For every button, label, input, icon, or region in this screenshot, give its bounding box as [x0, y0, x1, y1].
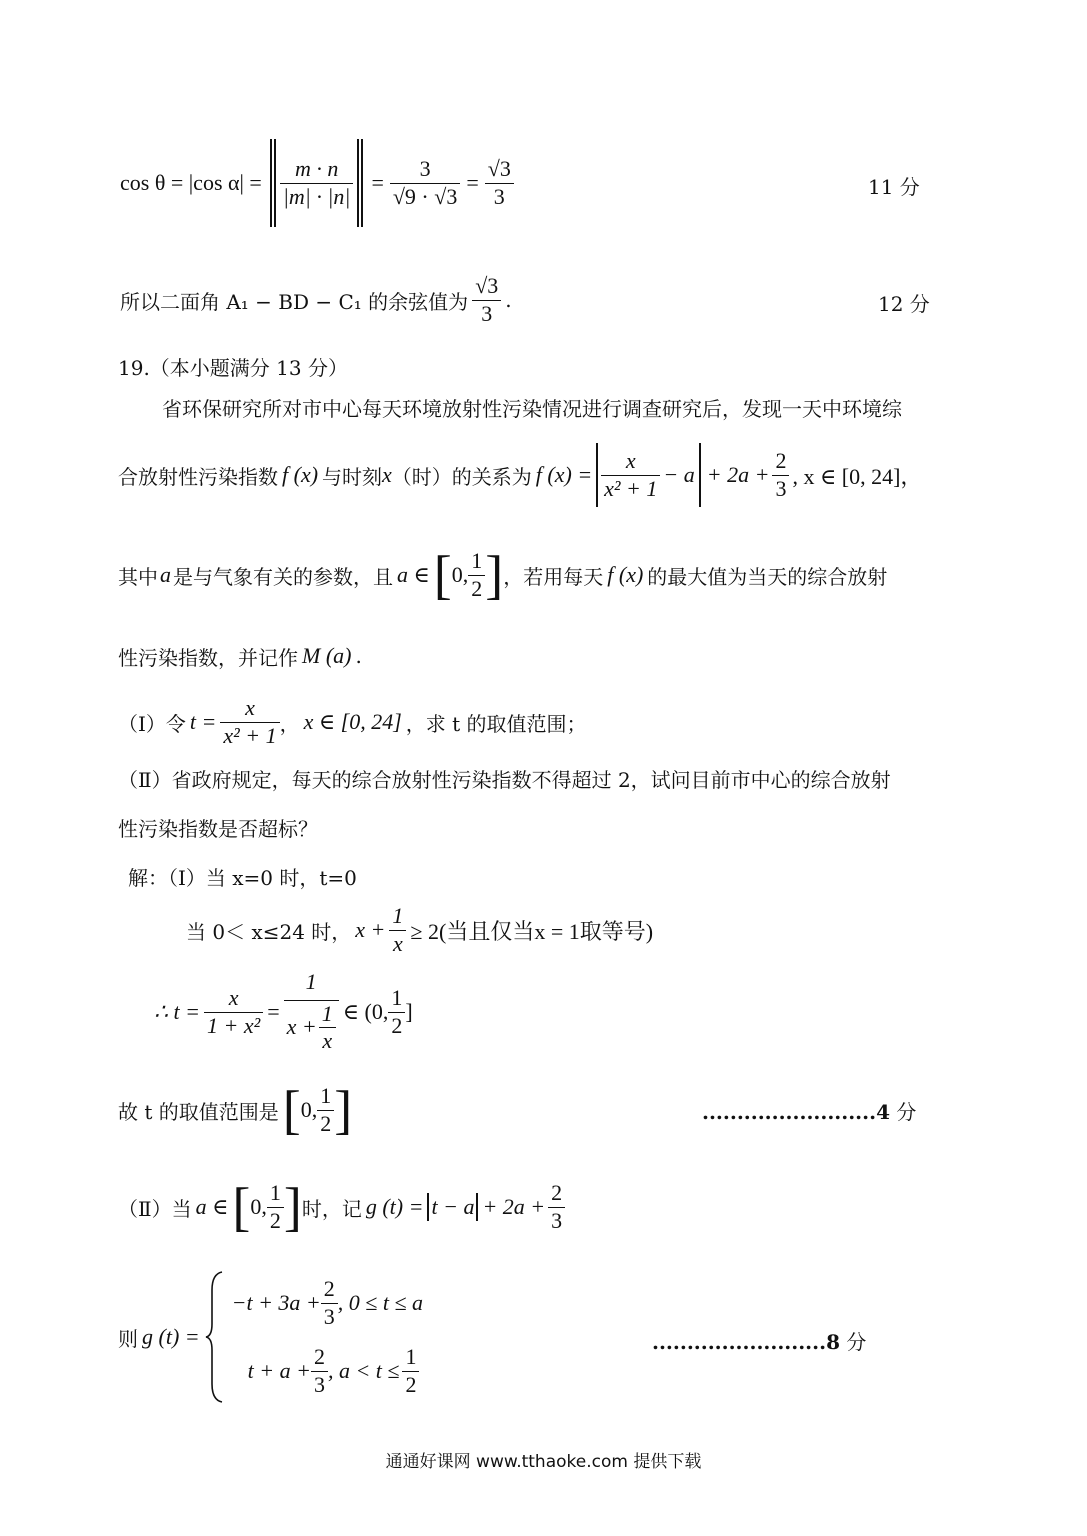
piecewise-case-1 [232, 1272, 423, 1334]
case2-frac-num: 2 [313, 1344, 325, 1370]
case1-frac-num: 2 [323, 1276, 335, 1302]
p3-text-c: 是与气象有关的参数，且 [173, 564, 393, 589]
frac1-den: √9 · √3 [390, 183, 460, 210]
sol5-text-a: （Ⅱ）当 [118, 1196, 192, 1221]
fraction-root3-over-3 [485, 156, 514, 210]
case1-expr: −t + 3a + [231, 1290, 321, 1315]
p3-text-a: 其中 [118, 564, 158, 589]
piecewise-cases [232, 1272, 423, 1402]
sol5-frac2-den: 3 [548, 1207, 565, 1234]
abs-bar-f-left [596, 443, 598, 507]
question-19-para-4 [118, 638, 362, 674]
sol5-frac-den: 2 [267, 1207, 284, 1234]
s1-text-e: ，求 t 的取值范围； [405, 711, 587, 736]
solution-line-4 [118, 1076, 352, 1144]
sol3-frac1-den: 1 + x² [204, 1012, 263, 1039]
p3-fx: f (x) [607, 562, 644, 587]
s1-frac-num: x [245, 695, 255, 721]
p2-text-e: （时）的关系为 [391, 464, 532, 489]
s1-frac-den: x² + 1 [220, 722, 279, 749]
p2-frac2-num: 2 [775, 448, 787, 474]
p3-frac-num: 1 [471, 548, 483, 574]
sol4-text: 故 t 的取值范围是 [118, 1099, 279, 1124]
sol6-then: 则 [118, 1326, 138, 1351]
p2-fx-eq: f (x) = [535, 462, 593, 487]
sol3-frac3-den: 2 [388, 1012, 405, 1039]
sol5-t-minus-a: t − a [431, 1194, 475, 1219]
p2-frac-num: x [625, 448, 636, 474]
case1-cond: , 0 ≤ t ≤ a [337, 1290, 424, 1315]
sol5-left-bracket: [ [232, 1177, 251, 1237]
p3-left-bracket: [ [433, 545, 452, 605]
case2-fraction-half [402, 1344, 419, 1398]
frac2-den: 3 [485, 183, 514, 210]
sol6-gt-eq: g (t) = [142, 1324, 200, 1349]
sol5-text-d: 时，记 [301, 1196, 362, 1221]
sol2-inequality: ≥ 2(当且仅当x = 1取等号) [410, 918, 654, 944]
sol5-gt-eq: g (t) = [365, 1194, 424, 1219]
p2-frac-den: x² + 1 [601, 475, 660, 502]
s1-text-a: （Ⅰ）令 [118, 711, 186, 736]
sol5-a-in: a ∈ [195, 1194, 229, 1219]
p3-frac-den: 2 [468, 575, 485, 602]
sol3-eq: = [267, 999, 280, 1024]
vector-fraction-den: |m| · |n| [280, 183, 354, 210]
sol3-t-eq: ∴ t = [154, 999, 200, 1024]
abs-bar-f-right [699, 443, 701, 507]
p2-text-c: 与时刻 [322, 464, 383, 489]
sol4-left-bracket: [ [282, 1080, 301, 1140]
dihedral-fraction [472, 273, 501, 327]
subquestion-2-cont: 性污染指数是否超标？ [118, 817, 318, 841]
solution-line-2 [186, 900, 653, 960]
p4-period: . [355, 644, 362, 668]
sol3-fraction-1 [204, 985, 263, 1039]
p2-x: x [382, 462, 392, 487]
abs-bar-right [357, 139, 359, 227]
cos-lhs: cos θ = |cos α| = [120, 170, 262, 195]
question-19-para-2 [118, 440, 922, 510]
case2-expr: t + a + [247, 1358, 311, 1383]
dihedral-period: . [505, 288, 512, 312]
score-11: 11 分 [868, 175, 920, 199]
dihedral-text: 所以二面角 A₁ − BD − C₁ 的余弦值为 [120, 289, 469, 314]
abs-bar-left [270, 139, 272, 227]
p2-domain: , x ∈ [0, 24]， [792, 463, 923, 489]
solution-line-3 [154, 962, 413, 1062]
p2-plus-2a: + 2a + [706, 462, 770, 487]
sol2-frac-den: x [389, 930, 406, 957]
sol4-fraction [317, 1083, 334, 1137]
p4-text-a: 性污染指数，并记作 [118, 645, 298, 670]
dihedral-conclusion [120, 268, 512, 332]
p3-text-h: 的最大值为当天的综合放射 [647, 564, 888, 589]
score-8-num: 8 [826, 1330, 840, 1354]
abs-bar-g-left [427, 1193, 429, 1221]
case2-frac-den: 3 [311, 1371, 328, 1398]
p2-minus-a: − a [663, 462, 695, 487]
case2-cond: , a < t ≤ [327, 1358, 400, 1383]
s1-domain: x ∈ [0, 24] [303, 709, 402, 734]
piecewise-brace [204, 1270, 226, 1404]
p3-a-in: a ∈ [397, 562, 430, 587]
page-footer: 通通好课网 www.tthaoke.com 提供下载 [385, 1452, 702, 1472]
p3-a: a [160, 562, 171, 587]
score-8-dots: ......................... [652, 1330, 827, 1354]
p2-frac2-den: 3 [772, 475, 789, 502]
solution-line-1: 解：（Ⅰ）当 x=0 时，t=0 [128, 866, 357, 890]
score-4-num: 4 [876, 1100, 890, 1124]
sol5-plus-2a: + 2a + [482, 1194, 546, 1219]
sol3-inner-den: x [319, 1027, 336, 1054]
sol2-fraction [389, 903, 406, 957]
fraction-3-over-roots [390, 156, 460, 210]
eq-sign: = [371, 170, 384, 195]
sol5-frac2-num: 2 [551, 1180, 563, 1206]
sol5-fraction [267, 1180, 284, 1234]
score-8-unit: 分 [840, 1330, 867, 1354]
score-12: 12 分 [878, 292, 930, 316]
sol3-frac2-den-x: x + [286, 1014, 317, 1040]
sol3-inner-num: 1 [321, 1000, 333, 1026]
question-19-para-1: 省环保研究所对市中心每天环境放射性污染情况进行调查研究后，发现一天中环境综 [162, 397, 902, 421]
p2-text-a: 合放射性污染指数 [118, 464, 278, 489]
sol3-fraction-2 [284, 969, 339, 1054]
abs-bar-left2 [274, 139, 276, 227]
sol4-frac-den: 2 [317, 1110, 334, 1137]
frac2-num: √3 [487, 156, 511, 182]
vector-fraction-num: m · n [294, 156, 339, 182]
p4-Ma: M (a) [302, 643, 352, 668]
vector-fraction [280, 156, 354, 210]
question-19-title: 19.（本小题满分 13 分） [118, 356, 348, 380]
sol3-close: ] [405, 999, 413, 1024]
score-4 [702, 1096, 916, 1125]
sol3-frac1-num: x [228, 985, 239, 1011]
case2-fraction [311, 1344, 328, 1398]
p2-fraction [601, 448, 660, 502]
solution-line-6 [118, 1270, 423, 1404]
p3-fraction [468, 548, 485, 602]
frac1-num: 3 [419, 156, 431, 182]
case2-frac2-den: 2 [402, 1371, 419, 1398]
sol3-frac2-den [284, 1000, 339, 1055]
case2-frac2-num: 1 [405, 1344, 417, 1370]
case1-frac-den: 3 [321, 1303, 338, 1330]
eq-sign-2: = [466, 170, 479, 195]
p2-fraction-2-3 [772, 448, 789, 502]
sol4-right-bracket: ] [334, 1080, 353, 1140]
sol2-text: 当 0＜ x≤24 时， [186, 919, 352, 944]
sol5-fraction-2-3 [548, 1180, 565, 1234]
p2-fx: f (x) [282, 462, 319, 487]
case1-fraction [321, 1276, 338, 1330]
dihedral-num: √3 [475, 273, 499, 299]
p3-zero: 0, [451, 562, 469, 587]
s1-fraction [220, 695, 279, 749]
p3-right-bracket: ] [485, 545, 504, 605]
p3-text-f: ，若用每天 [503, 564, 604, 589]
sol5-frac-num: 1 [269, 1180, 281, 1206]
sol4-zero: 0, [300, 1097, 318, 1122]
abs-bar-g-right [476, 1193, 478, 1221]
score-8 [652, 1326, 866, 1355]
sol3-frac3-num: 1 [391, 985, 403, 1011]
sol4-frac-num: 1 [320, 1083, 332, 1109]
sol3-fraction-3 [388, 985, 405, 1039]
question-19-para-3 [118, 540, 887, 610]
sol3-inner-fraction [319, 1001, 336, 1055]
abs-bar-right2 [361, 139, 363, 227]
s1-t-eq: t = [189, 709, 217, 734]
dihedral-den: 3 [472, 300, 501, 327]
score-4-unit: 分 [890, 1100, 917, 1124]
sol2-frac-num: 1 [392, 903, 404, 929]
score-4-dots: ......................... [702, 1100, 877, 1124]
sol5-right-bracket: ] [283, 1177, 302, 1237]
sol5-zero: 0, [250, 1194, 267, 1219]
sol3-in-interval: ∈ (0, [342, 999, 389, 1024]
solution-line-5 [118, 1172, 565, 1242]
subquestion-2: （Ⅱ）省政府规定，每天的综合放射性污染指数不得超过 2，试问目前市中心的综合放射 [118, 768, 891, 792]
cos-formula [120, 138, 520, 228]
piecewise-case-2 [232, 1340, 423, 1402]
sol2-x-plus: x + [355, 917, 386, 942]
s1-comma: ， [279, 711, 300, 736]
sol3-frac2-num: 1 [305, 969, 317, 995]
subquestion-1 [118, 692, 587, 752]
